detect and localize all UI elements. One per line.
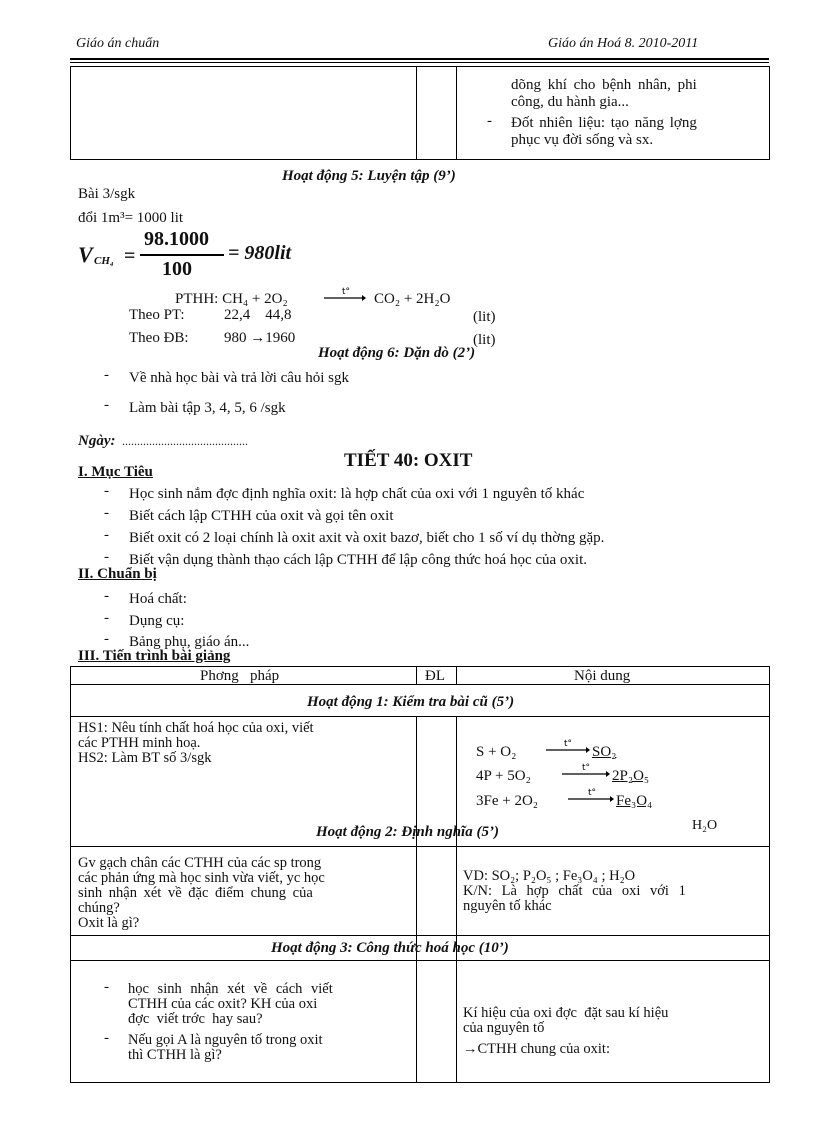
eq3-arrow [566, 787, 614, 805]
act2-right-3: nguyên tố khác [463, 898, 552, 914]
exercise-convert: đổi 1m³= 1000 lit [78, 210, 184, 226]
main-table-col-divider-2a [456, 666, 457, 684]
act1-eq1-right: SO₂ [592, 744, 617, 760]
date-dots: .......................................... [122, 434, 248, 448]
act1-left-2: các PTHH minh hoạ. [78, 735, 201, 751]
volume-formula [78, 228, 318, 282]
objective-dash-3: - [104, 527, 109, 543]
top-table-divider-2 [456, 66, 457, 160]
objective-4: Biết vận dụng thành thạo cách lập CTHH để lập công thức hoá học của oxit. [129, 552, 587, 568]
act3-right-1: Kí hiệu của oxi đợc đặt sau kí hiệu [463, 1005, 669, 1021]
main-table-act3-rule [70, 960, 770, 961]
numerator: 98.1000 [144, 228, 209, 250]
main-table-col-divider-1a [416, 666, 417, 684]
act1-left-1: HS1: Nêu tính chất hoá học của oxi, viết [78, 720, 314, 736]
theo-pt-unit: (lit) [473, 309, 496, 325]
svg-text:t°: t° [564, 739, 573, 749]
act2-left-3: sinh nhận xét về đặc điểm chung của [78, 885, 313, 901]
act2-left-2: các phản ứng mà học sinh vừa viết, yc học [78, 870, 325, 886]
act3-left-b1-2: CTHH của các oxit? KH của oxi [128, 996, 318, 1012]
date-label: Ngày: [78, 433, 116, 449]
fraction-bar [140, 254, 224, 256]
main-table-act2-rule [70, 846, 770, 847]
act1-eq3-right: Fe₃O₄ [616, 793, 653, 809]
objective-2: Biết cách lập CTHH của oxit và gọi tên oxit [129, 508, 394, 524]
act1-eq1-left: S + O₂ [476, 744, 517, 760]
act3-right-2: của nguyên tố [463, 1020, 545, 1036]
activity1-heading: Hoạt động 1: Kiểm tra bài cũ (5’) [307, 694, 515, 710]
objective-dash-1: - [104, 483, 109, 499]
result: = 980lit [228, 242, 292, 264]
section1-heading: I. Mục Tiêu [78, 464, 153, 480]
act3-right-3: →CTHH chung của oxit: [463, 1041, 610, 1057]
top-table-line1: dõng khí cho bệnh nhân, phi [511, 77, 697, 93]
svg-text:t°: t° [582, 763, 591, 773]
pthh-right: CO₂ + 2H₂O [374, 291, 451, 307]
act1-left-3: HS2: Làm BT số 3/sgk [78, 750, 212, 766]
eq1-arrow [544, 738, 590, 756]
prep-dash-3: - [104, 631, 109, 647]
exercise-title: Bài 3/sgk [78, 186, 136, 202]
prep-dash-2: - [104, 610, 109, 626]
activity3-heading: Hoạt động 3: Công thức hoá học (10’) [271, 940, 509, 956]
section2-heading: II. Chuẩn bị [78, 566, 157, 582]
main-table-col-divider-1b [416, 716, 417, 1083]
act1-eq3-left: 3Fe + 2O₂ [476, 793, 539, 809]
eq2-arrow [560, 762, 610, 780]
section3-heading: III. Tiến trình bài giảng [78, 648, 231, 664]
act2-left-1: Gv gạch chân các CTHH của các sp trong [78, 855, 322, 871]
theo-pt-label: Theo PT: [129, 307, 185, 323]
top-table-divider-1 [416, 66, 417, 160]
objective-dash-4: - [104, 549, 109, 565]
act3-left-b1-1: học sinh nhận xét về cách viết [128, 981, 333, 997]
equals-sign: = [124, 245, 136, 267]
act3-left-b2-2: thì CTHH là gì? [128, 1047, 222, 1063]
pthh-left: PTHH: CH₄ + 2O₂ [175, 291, 288, 307]
homework-dash-2: - [104, 397, 109, 413]
objective-1: Học sinh nắm đợc định nghĩa oxit: là hợp chất của oxi với 1 nguyên tố khác [129, 486, 585, 502]
act2-right-1: VD: SO₂; P₂O₅ ; Fe₃O₄ ; H₂O [463, 868, 636, 884]
stray-h2o: H₂O [692, 818, 718, 833]
prep-dash-1: - [104, 588, 109, 604]
prep-1: Hoá chất: [129, 591, 187, 607]
v-sub: CH₄ [94, 255, 114, 267]
act3-dash-2: - [104, 1030, 109, 1046]
act1-eq2-right: 2P₂O₅ [612, 768, 650, 784]
theo-db-label: Theo ĐB: [129, 330, 189, 346]
denominator: 100 [162, 258, 192, 280]
objective-dash-2: - [104, 505, 109, 521]
act2-left-4: chúng? [78, 900, 120, 916]
header-rule [70, 58, 769, 60]
header-content: Nội dung [574, 668, 631, 684]
top-table-bullet2: phục vụ đời sống và sx. [511, 132, 654, 148]
top-table-line2: công, du hành gia... [511, 94, 629, 110]
act3-dash-1: - [104, 979, 109, 995]
main-table-act1-rule [70, 716, 770, 717]
main-table-col-divider-2b [456, 716, 457, 1083]
act1-eq2-left: 4P + 5O₂ [476, 768, 531, 784]
v-label: V [78, 242, 93, 267]
svg-text:t°: t° [342, 287, 351, 297]
bullet-dash: - [487, 113, 492, 129]
act2-left-5: Oxit là gì? [78, 915, 140, 931]
svg-text:t°: t° [588, 788, 597, 798]
act2-right-2: K/N: Là hợp chất của oxi với 1 [463, 883, 686, 899]
header-rule-thin [70, 62, 769, 63]
header-right: Giáo án Hoá 8. 2010-2011 [548, 36, 699, 51]
theo-db-values: 980 →1960 [224, 330, 296, 346]
act3-left-b1-3: đợc viết trớc hay sau? [128, 1011, 263, 1027]
activity5-heading: Hoạt động 5: Luyện tập (9’) [282, 168, 456, 184]
lesson-title: TIẾT 40: OXIT [344, 450, 473, 471]
homework-item-1: Về nhà học bài và trả lời câu hỏi sgk [129, 370, 349, 386]
homework-dash-1: - [104, 367, 109, 383]
header-method: Phơng pháp [200, 668, 280, 684]
header-dl: ĐL [425, 668, 445, 684]
theo-db-unit: (lit) [473, 332, 496, 348]
homework-item-2: Làm bài tập 3, 4, 5, 6 /sgk [129, 400, 286, 416]
activity6-heading: Hoạt động 6: Dặn dò (2’) [318, 345, 476, 361]
prep-3: Bảng phụ, giáo án... [129, 634, 250, 650]
objective-3: Biết oxit có 2 loại chính là oxit axit và oxit bazơ, biết cho 1 số ví dụ thờng gặp. [129, 530, 605, 546]
activity2-heading: Hoạt động 2: Định nghĩa (5’) [316, 824, 499, 840]
prep-2: Dụng cụ: [129, 613, 185, 629]
reaction-arrow [322, 286, 366, 304]
main-table-act3-top-rule [70, 935, 770, 936]
main-table-header-rule [70, 684, 770, 685]
top-table-bullet1: Đốt nhiên liệu: tạo năng lợng [511, 115, 697, 131]
header-left: Giáo án chuẩn [76, 36, 160, 51]
theo-pt-values: 22,4 44,8 [224, 307, 292, 323]
act3-left-b2-1: Nếu gọi A là nguyên tố trong oxit [128, 1032, 323, 1048]
